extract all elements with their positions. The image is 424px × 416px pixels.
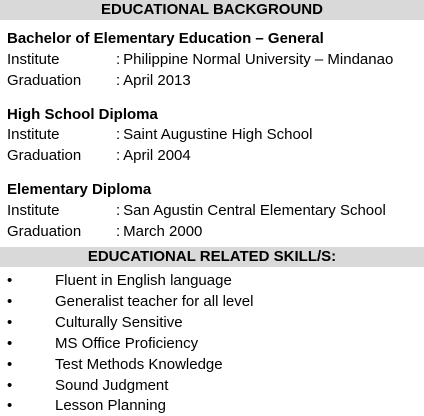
skill-text: MS Office Proficiency xyxy=(55,335,199,352)
bullet-icon: • xyxy=(7,397,13,414)
separator: : xyxy=(116,72,121,89)
graduation-label: Graduation xyxy=(7,72,82,89)
bullet-icon: • xyxy=(7,377,13,394)
graduation-value: March 2000 xyxy=(123,223,203,240)
graduation-value-wrap xyxy=(116,147,191,165)
bullet-icon: • xyxy=(7,356,13,373)
degree-title: Elementary Diploma xyxy=(7,181,152,198)
institute-value: San Agustin Central Elementary School xyxy=(123,202,386,219)
graduation-label: Graduation xyxy=(7,147,82,164)
separator: : xyxy=(116,51,121,68)
degree-title: High School Diploma xyxy=(7,106,158,123)
bullet-icon: • xyxy=(7,314,13,331)
institute-label: Institute xyxy=(7,202,60,219)
skill-text: Fluent in English language xyxy=(55,272,232,289)
institute-value-wrap xyxy=(116,51,393,69)
separator: : xyxy=(116,223,121,240)
institute-value: Philippine Normal University – Mindanao xyxy=(123,51,394,68)
institute-label: Institute xyxy=(7,51,60,68)
skills-section-heading: EDUCATIONAL RELATED SKILL/S: xyxy=(0,247,424,267)
skill-list-item xyxy=(0,356,424,374)
bullet-icon: • xyxy=(7,335,13,352)
degree-title: Bachelor of Elementary Education – General xyxy=(7,30,324,47)
skill-text: Culturally Sensitive xyxy=(55,314,183,331)
separator: : xyxy=(116,147,121,164)
graduation-label: Graduation xyxy=(7,223,82,240)
bullet-icon: • xyxy=(7,272,13,289)
institute-label: Institute xyxy=(7,126,60,143)
separator: : xyxy=(116,126,121,143)
institute-value-wrap xyxy=(116,202,386,220)
separator: : xyxy=(116,202,121,219)
skill-list-item xyxy=(0,397,424,415)
institute-value-wrap xyxy=(116,126,312,144)
graduation-value: April 2013 xyxy=(123,72,191,89)
skill-list-item xyxy=(0,335,424,353)
graduation-value: April 2004 xyxy=(123,147,191,164)
education-section-heading: EDUCATIONAL BACKGROUND xyxy=(0,0,424,20)
graduation-value-wrap xyxy=(116,72,191,90)
skill-text: Sound Judgment xyxy=(55,377,169,394)
skill-list-item xyxy=(0,272,424,290)
skill-text: Test Methods Knowledge xyxy=(55,356,223,373)
skill-text: Lesson Planning xyxy=(55,397,166,414)
graduation-value-wrap xyxy=(116,223,202,241)
skill-text: Generalist teacher for all level xyxy=(55,293,254,310)
skill-list-item xyxy=(0,377,424,395)
skill-list-item xyxy=(0,293,424,311)
institute-value: Saint Augustine High School xyxy=(123,126,313,143)
skill-list-item xyxy=(0,314,424,332)
bullet-icon: • xyxy=(7,293,13,310)
